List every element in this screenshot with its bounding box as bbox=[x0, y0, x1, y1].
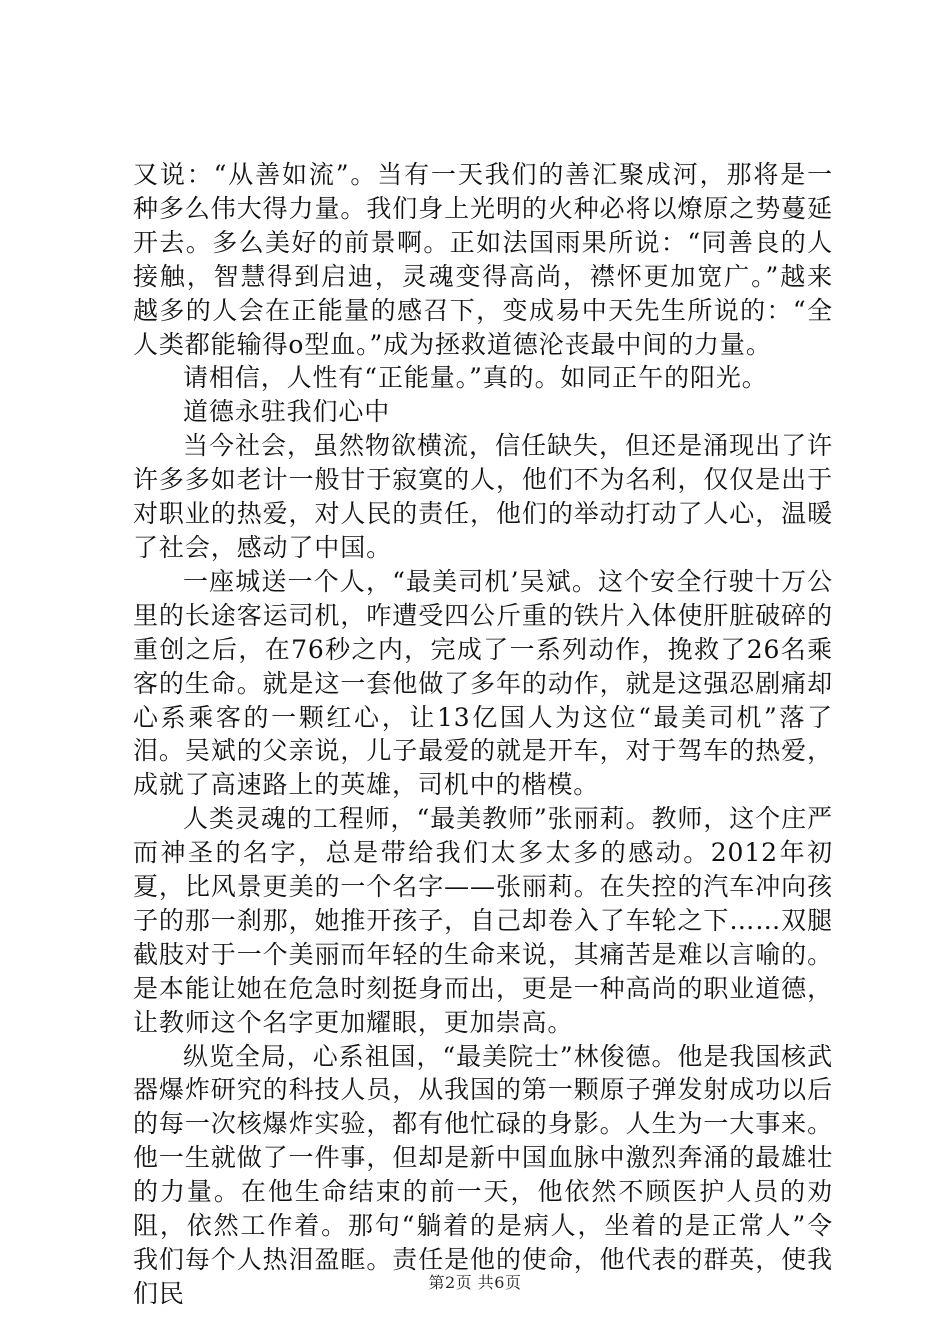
paragraph-2: 请相信，人性有“正能量。”真的。如同正午的阳光。 bbox=[183, 363, 768, 393]
paragraph-6: 纵览全局，心系祖国，“最美院士”林俊德。他是我国核武器爆炸研究的科技人员，从我国的第一颗原子弹发射成功以后的每一次核爆炸实验，都有他忙碌的身影。人生为一大事来。他一生就做了一件事，但却是新中国血脉中激烈奔涌的最雄壮的力量。在他生命结束的前一天，他依然不顾医护人员的劝阻，依然工作着。那句“躺着的是病人，坐着的是正常人”令我们每个人热泪盈眶。责任是他的使命，他代表的群英，使我们民 bbox=[133, 1041, 833, 1308]
paragraph-5: 人类灵魂的工程师，“最美教师”张丽莉。教师，这个庄严而神圣的名字，总是带给我们太多太多的感动。2012年初夏，比风景更美的一个名字——张丽莉。在失控的汽车冲向孩子的那一刹那，她推开孩子，自己却卷入了车轮之下……双腿截肢对于一个美丽而年轻的生命来说，其痛苦是难以言喻的。是本能让她在危急时刻挺身而出，更是一种高尚的职业道德，让教师这个名字更加耀眼，更加崇高。 bbox=[133, 804, 833, 1037]
document-body bbox=[133, 158, 833, 1311]
page-number-footer: 第2页 共6页 bbox=[428, 1273, 522, 1292]
paragraph-1: 又说：“从善如流”。当有一天我们的善汇聚成河，那将是一种多么伟大得力量。我们身上光明的火种必将以燎原之势蔓延开去。多么美好的前景啊。正如法国雨果所说：“同善良的人接触，智慧得到启迪，灵魂变得高尚，襟怀更加宽广。”越来越多的人会在正能量的感召下，变成易中天先生所说的：“全人类都能输得o型血。”成为拯救道德沦丧最中间的力量。 bbox=[133, 160, 833, 359]
paragraph-3: 当今社会，虽然物欲横流，信任缺失，但还是涌现出了许许多多如老计一般甘于寂寞的人，他们不为名利，仅仅是出于对职业的热爱，对人民的责任，他们的举动打动了人心，温暖了社会，感动了中国。 bbox=[133, 431, 833, 562]
paragraph-4: 一座城送一个人，“最美司机’吴斌。这个安全行驶十万公里的长途客运司机，咋遭受四公斤重的铁片入体使肝脏破碎的重创之后，在76秒之内，完成了一系列动作，挽救了26名乘客的生命。就是这一套他做了多年的动作，就是这强忍剧痛却心系乘客的一颗红心，让13亿国人为这位“最美司机”落了泪。吴斌的父亲说，儿子最爱的就是开车，对于驾车的热爱，成就了高速路上的英雄，司机中的楷模。 bbox=[133, 566, 833, 800]
section-heading: 道德永驻我们心中 bbox=[183, 397, 391, 427]
